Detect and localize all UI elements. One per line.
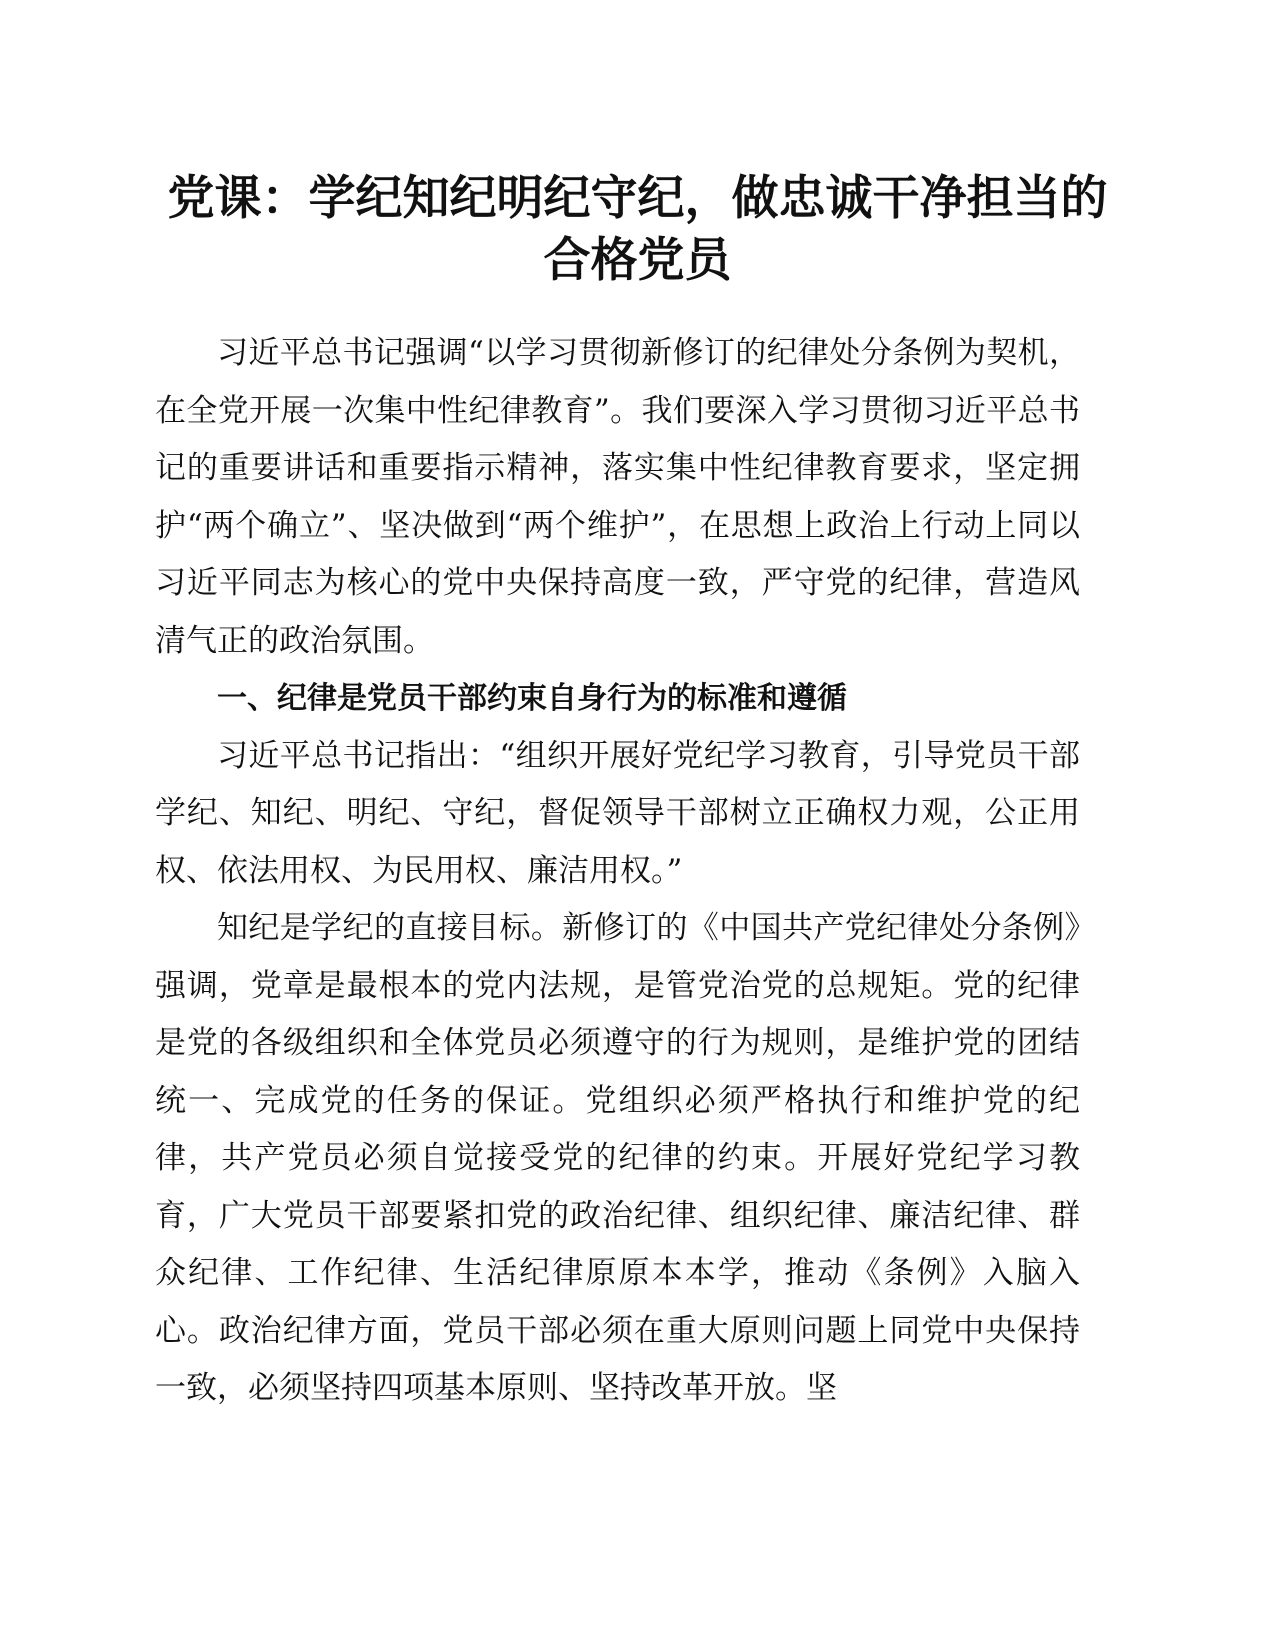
intro-paragraph: 习近平总书记强调“以学习贯彻新修订的纪律处分条例为契机，在全党开展一次集中性纪律教育”。我们要深入学习贯彻习近平总书记的重要讲话和重要指示精神，落实集中性纪律教育要求，坚定拥护“两个确立”、坚决做到“两个维护”，在思想上政治上行动上同以习近平同志为核心的党中央保持高度一致，严守党的纪律，营造风清气正的政治氛围。 xyxy=(155,335,1080,659)
document-body xyxy=(155,325,1080,1418)
title-line-2: 合格党员 xyxy=(543,233,732,288)
section-heading-1: 一、纪律是党员干部约束自身行为的标准和遵循 xyxy=(217,681,847,716)
document-title xyxy=(130,168,1145,292)
title-line-1: 党课：学纪知纪明纪守纪，做忠诚干净担当的 xyxy=(167,171,1108,226)
quote-paragraph: 习近平总书记指出：“组织开展好党纪学习教育，引导党员干部学纪、知纪、明纪、守纪，督促领导干部树立正确权力观，公正用权、依法用权、为民用权、廉洁用权。” xyxy=(155,737,1080,889)
body-paragraph: 知纪是学纪的直接目标。新修订的《中国共产党纪律处分条例》强调，党章是最根本的党内法规，是管党治党的总规矩。党的纪律是党的各级组织和全体党员必须遵守的行为规则，是维护党的团结统一、完成党的任务的保证。党组织必须严格执行和维护党的纪律，共产党员必须自觉接受党的纪律的约束。开展好党纪学习教育，广大党员干部要紧扣党的政治纪律、组织纪律、廉洁纪律、群众纪律、工作纪律、生活纪律原原本本学，推动《条例》入脑入心。政治纪律方面，党员干部必须在重大原则问题上同党中央保持一致，必须坚持四项基本原则、坚持改革开放。坚 xyxy=(155,910,1080,1406)
